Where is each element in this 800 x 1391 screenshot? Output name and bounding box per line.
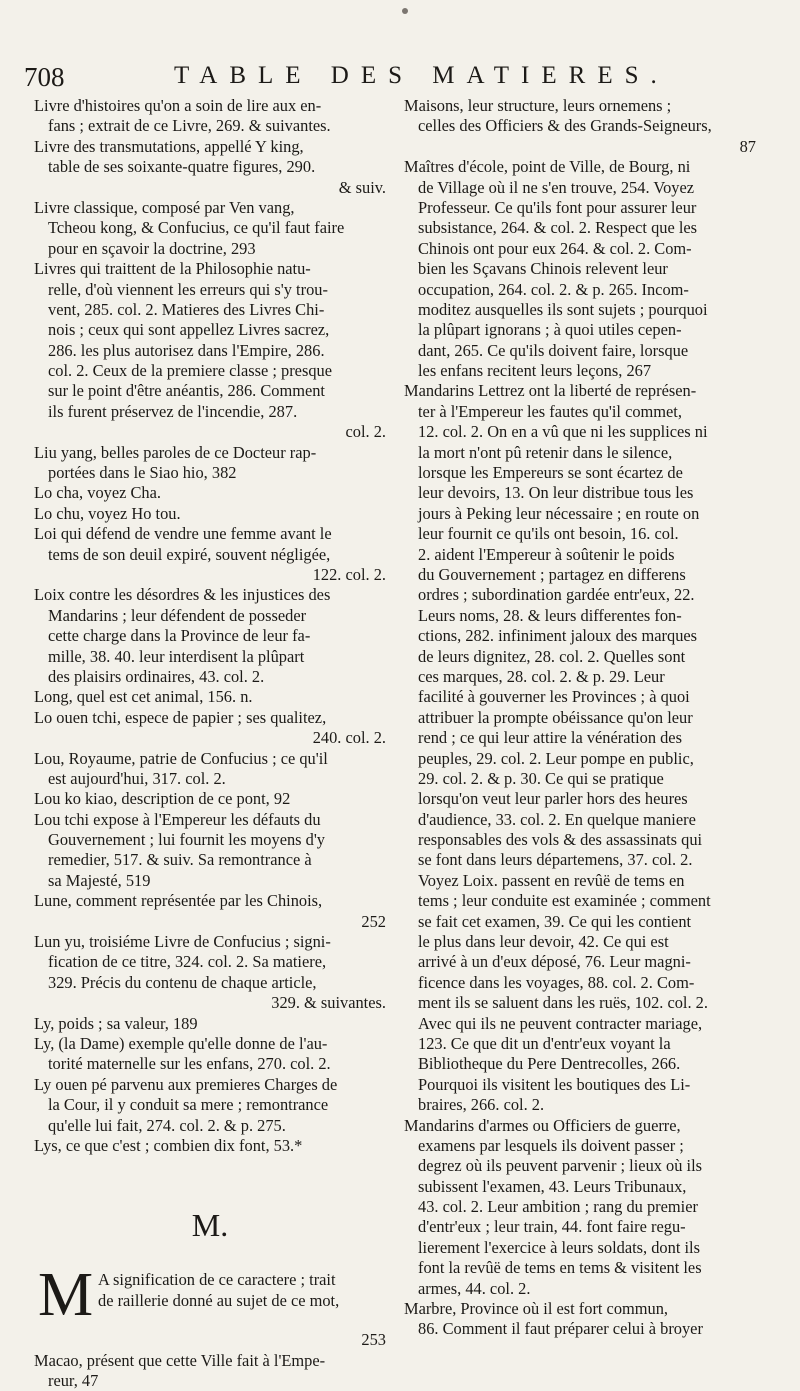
index-line: occupation, 264. col. 2. & p. 265. Incom- [418,279,689,299]
index-line: 253 [361,1330,386,1350]
index-line: de Village où il ne s'en trouve, 254. Voyez [418,177,695,197]
index-line: Marbre, Province où il est fort commun, [404,1299,669,1319]
index-line: le plus dans leur devoir, 42. Ce qui est [418,932,669,952]
index-line: d'entr'eux ; leur train, 44. font faire regu- [418,1217,686,1237]
index-line: vent, 285. col. 2. Matieres des Livres Chi- [48,299,325,319]
index-line: Lou, Royaume, patrie de Confucius ; ce qu'il [34,748,328,768]
index-line: 2. aident l'Empereur à soûtenir le poids [418,544,675,564]
index-line: fans ; extrait de ce Livre, 269. & suivantes. [48,116,331,136]
index-line: celles des Officiers & des Grands-Seigneurs, [418,116,712,136]
index-line: portées dans le Siao hio, 382 [48,463,237,483]
left-index-entries-after [34,1330,386,1391]
index-line: Lo chu, voyez Ho tou. [34,503,181,523]
index-line: Tcheou kong, & Confucius, ce qu'il faut faire [48,218,345,238]
dropcap-line: de raillerie donné au sujet de ce mot, [98,1290,340,1310]
index-line: lorsque les Empereurs se sont écartez de [418,463,683,483]
index-line: nois ; ceux qui sont appellez Livres sacrez, [48,320,330,340]
index-line: Loi qui défend de vendre une femme avant le [34,524,332,544]
page-header [24,62,784,96]
index-line: 87 [739,136,756,156]
index-line: tems de son deuil expiré, souvent négligée, [48,544,331,564]
index-line: col. 2. [345,422,386,442]
index-line: Lou ko kiao, description de ce pont, 92 [34,789,291,809]
index-line: sur le point d'être anéantis, 286. Comment [48,381,325,401]
index-line: Professeur. Ce qu'ils font pour assurer leur [418,197,697,217]
index-line: Livre des transmutations, appellé Y king, [34,136,304,156]
index-line: les enfans recitent leurs leçons, 267 [418,361,652,381]
index-line: leur fournit ce qu'ils ont besoin, 16. col. [418,524,679,544]
index-line: armes, 44. col. 2. [418,1278,531,1298]
index-line: Liu yang, belles paroles de ce Docteur rap- [34,442,317,462]
index-line: Pourquoi ils visitent les boutiques des Li- [418,1074,691,1094]
right-column [404,96,756,1340]
index-line: des plaisirs ordinaires, 43. col. 2. [48,666,265,686]
index-line: Maisons, leur structure, leurs ornemens ; [404,96,672,115]
index-line: examens par lesquels ils doivent passer ; [418,1135,684,1155]
index-line: Bibliotheque du Pere Dentrecolles, 266. [418,1054,681,1074]
index-line: 29. col. 2. & p. 30. Ce qui se pratique [418,768,664,788]
right-index-entries [404,96,756,1340]
index-line: ctions, 282. infiniment jaloux des marques [418,626,698,646]
index-line: Ly ouen pé parvenu aux premieres Charges de [34,1074,338,1094]
index-line: rend ; ce qui leur attire la vénération des [418,728,682,748]
index-line: est aujourd'hui, 317. col. 2. [48,768,226,788]
index-line: Loix contre les désordres & les injustices des [34,585,331,605]
dropcap-line: A signification de ce caractere ; trait [98,1270,336,1290]
index-line: d'audience, 33. col. 2. En quelque maniere [418,809,696,829]
index-line: Macao, présent que cette Ville fait à l'Empe- [34,1350,326,1370]
index-line: mille, 38. 40. leur interdisent la plûpart [48,646,305,666]
index-line: qu'elle lui fait, 274. col. 2. & p. 275. [48,1115,286,1135]
index-line: la Cour, il y conduit sa mere ; remontrance [48,1095,329,1115]
index-line: Livre classique, composé par Ven vang, [34,197,295,217]
running-title: TABLE DES MATIERES. [174,62,669,89]
index-line: pour en sçavoir la doctrine, 293 [48,238,256,258]
index-line: Lo cha, voyez Cha. [34,483,161,503]
index-line: font la revûë de tems en tems & visitent les [418,1258,702,1278]
index-line: ter à l'Empereur les fautes qu'il commet, [418,401,682,421]
index-line: Lun yu, troisiéme Livre de Confucius ; signi- [34,932,331,952]
dropcap-letter: M [38,1261,94,1330]
index-line: responsables des vols & des assassinats qui [418,830,703,850]
index-line: 286. les plus autorisez dans l'Empire, 286. [48,340,325,360]
index-line: Ly, (la Dame) exemple qu'elle donne de l'au- [34,1033,328,1053]
index-line: lorsqu'on veut leur parler hors des heures [418,789,688,809]
index-line: ces marques, 28. col. 2. & p. 29. Leur [418,666,665,686]
index-line: Livre d'histoires qu'on a soin de lire aux en- [34,96,322,115]
index-line: Livres qui traittent de la Philosophie natu- [34,259,311,279]
index-line: Chinois ont pour eux 264. & col. 2. Com- [418,238,692,258]
index-line: cette charge dans la Province de leur fa- [48,626,311,646]
index-line: Maîtres d'école, point de Ville, de Bourg, ni [404,157,691,177]
index-line: Long, quel est cet animal, 156. n. [34,687,253,707]
left-index-entries [34,96,386,1156]
index-line: & suiv. [338,177,386,197]
index-line: se fait cet examen, 39. Ce qui les contient [418,911,692,931]
index-line: lierement l'exercice à leurs soldats, dont ils [418,1237,700,1257]
index-line: peuples, 29. col. 2. Leur pompe en public, [418,748,694,768]
index-line: tems ; leur conduite est examinée ; comment [418,891,711,911]
index-line: 122. col. 2. [312,564,386,584]
index-line: de leurs dignitez, 28. col. 2. Quelles sont [418,646,686,666]
index-line: braires, 266. col. 2. [418,1095,545,1115]
index-line: fication de ce titre, 324. col. 2. Sa matiere, [48,952,327,972]
index-line: 43. col. 2. Leur ambition ; rang du premier [418,1197,698,1217]
left-column [34,96,386,1391]
index-line: degrez où ils peuvent parvenir ; lieux où ils [418,1156,703,1176]
index-line: 86. Comment il faut préparer celui à broyer [418,1319,703,1339]
index-line: Mandarins ; leur défendent de posseder [48,605,307,625]
index-line: 123. Ce que dit un d'entr'eux voyant la [418,1033,671,1053]
index-line: reur, 47 [48,1371,99,1391]
index-line: du Gouvernement ; partagez en differens [418,564,686,584]
index-line: Lou tchi expose à l'Empereur les défauts du [34,809,321,829]
index-line: ordres ; subordination gardée entr'eux, 22. [418,585,695,605]
index-line: bien les Sçavans Chinois relevent leur [418,259,668,279]
index-line: col. 2. Ceux de la premiere classe ; presque [48,361,332,381]
index-line: 329. Précis du contenu de chaque article, [48,972,317,992]
index-line: relle, d'où viennent les erreurs qui s'y trou- [48,279,328,299]
index-line: Voyez Loix. passent en revûë de tems en [418,870,685,890]
index-line: leur devoirs, 13. On leur distribue tous les [418,483,694,503]
index-line: Mandarins d'armes ou Officiers de guerre, [404,1115,681,1135]
ink-spot [402,8,408,14]
index-line: moditez ausquelles ils sont sujets ; pourquoi [418,299,708,319]
section-heading: M. [191,1207,229,1244]
index-line: Mandarins Lettrez ont la liberté de représen- [404,381,697,401]
index-line: Avec qui ils ne peuvent contracter mariage, [418,1013,703,1033]
index-line: Lune, comment représentée par les Chinois, [34,891,323,911]
index-line: 12. col. 2. On en a vû que ni les supplices ni [418,422,708,442]
index-line: la plûpart ignorans ; à quoi utiles cepen- [418,320,682,340]
index-line: attribuer la prompte obéissance qu'on leur [418,707,693,727]
index-line: Lys, ce que c'est ; combien dix font, 53.* [34,1135,303,1155]
index-line: sa Majesté, 519 [48,870,151,890]
index-line: facilité à gouverner les Provinces ; à quoi [418,687,690,707]
index-line: remedier, 517. & suiv. Sa remontrance à [48,850,312,870]
index-line: dant, 265. Ce qu'ils doivent faire, lorsque [418,340,689,360]
index-line: 240. col. 2. [312,728,386,748]
index-line: 329. & suivantes. [271,993,386,1013]
index-line: table de ses soixante-quatre figures, 290. [48,157,316,177]
index-line: arrivé à un d'eux déposé, 76. Leur magni- [418,952,691,972]
index-line: Leurs noms, 28. & leurs differentes fon- [418,605,682,625]
dropcap-text [98,1270,388,1311]
index-line: subissent l'examen, 43. Leurs Tribunaux, [418,1176,687,1196]
index-line: Lo ouen tchi, espece de papier ; ses qualitez, [34,707,327,727]
dropcap-entry [34,1261,386,1330]
page-number: 708 [24,62,65,92]
index-line: 252 [361,911,386,931]
index-line: ment ils se saluent dans les ruës, 102. col. 2. [418,993,708,1013]
index-line: jours à Peking leur nécessaire ; en route on [418,503,700,523]
index-line: ficence dans les voyages, 88. col. 2. Com- [418,972,695,992]
index-line: Ly, poids ; sa valeur, 189 [34,1013,198,1033]
index-line: se font dans leurs départemens, 37. col. 2. [418,850,693,870]
index-line: torité maternelle sur les enfans, 270. col. 2. [48,1054,331,1074]
index-line: ils furent préservez de l'incendie, 287. [48,401,298,421]
index-line: la mort n'ont pû retenir dans le silence, [418,442,673,462]
index-line: subsistance, 264. & col. 2. Respect que les [418,218,698,238]
index-line: Gouvernement ; lui fournit les moyens d'y [48,830,325,850]
